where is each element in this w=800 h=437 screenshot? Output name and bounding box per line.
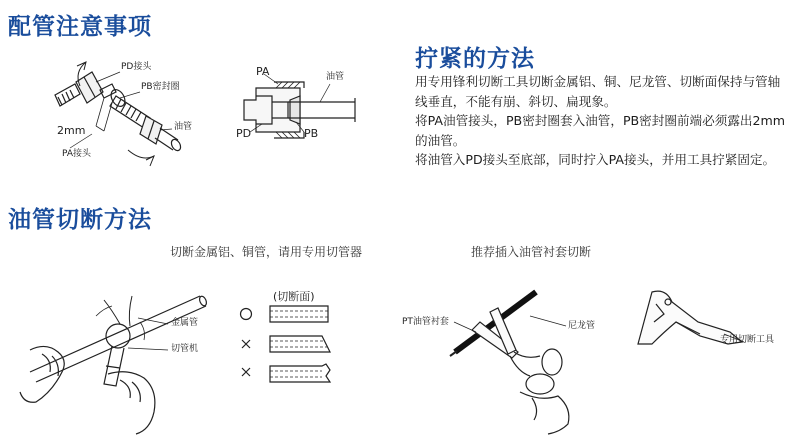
nylon-pipe-cutting-illustration xyxy=(450,292,569,434)
instruction-step-1: 用专用锋利切断工具切断金属铝、铜、尼龙管、切断面保持与管轴线垂直，不能有崩、斜切、扁现象。 xyxy=(415,74,781,109)
pa-joint-label: PA接头 xyxy=(62,149,92,159)
pb-seal-label: PB密封圈 xyxy=(141,82,180,92)
pa-section-label: PA xyxy=(256,65,270,78)
nylon-pipe-label: 尼龙管 xyxy=(568,321,596,331)
pd-joint-label: PD接头 xyxy=(121,62,152,72)
pipe-cutter-label: 切管机 xyxy=(171,344,199,354)
fitting-cross-section-illustration xyxy=(244,74,355,138)
pd-section-label: PD xyxy=(236,127,252,140)
metal-pipe-cutting-illustration xyxy=(20,295,208,434)
oil-pipe-label: 油管 xyxy=(174,122,193,132)
tightening-method-heading: 拧紧的方法 xyxy=(415,46,535,72)
metal-pipe-caption: 切断金属铝、铜管，请用专用切管器 xyxy=(170,245,363,259)
correct-cut-mark-icon xyxy=(241,309,252,320)
piping-notes-heading: 配管注意事项 xyxy=(8,14,152,40)
pb-section-label: PB xyxy=(304,127,319,140)
oil-pipe-section-label: 油管 xyxy=(326,72,345,82)
incorrect-cut-mark-icon xyxy=(242,368,250,376)
two-mm-label: 2mm xyxy=(57,124,86,137)
instruction-step-3: 将油管入PD接头至底部，同时拧入PA接头，并用工具拧紧固定。 xyxy=(415,152,776,167)
pt-sleeve-label: PT油管衬套 xyxy=(402,317,449,327)
cutting-method-heading: 油管切断方法 xyxy=(8,207,152,233)
cut-surface-examples xyxy=(241,306,331,382)
instruction-step-2: 将PA油管接头，PB密封圈套入油管，PB密封圈前端必须露出2mm的油管。 xyxy=(415,113,786,148)
nylon-pipe-caption: 推荐插入油管衬套切断 xyxy=(471,245,592,259)
dedicated-tool-label: 专用切断工具 xyxy=(720,335,775,345)
incorrect-cut-mark-icon xyxy=(242,340,250,348)
cut-surface-label: (切断面) xyxy=(273,290,315,303)
metal-pipe-label: 金属管 xyxy=(171,318,199,328)
